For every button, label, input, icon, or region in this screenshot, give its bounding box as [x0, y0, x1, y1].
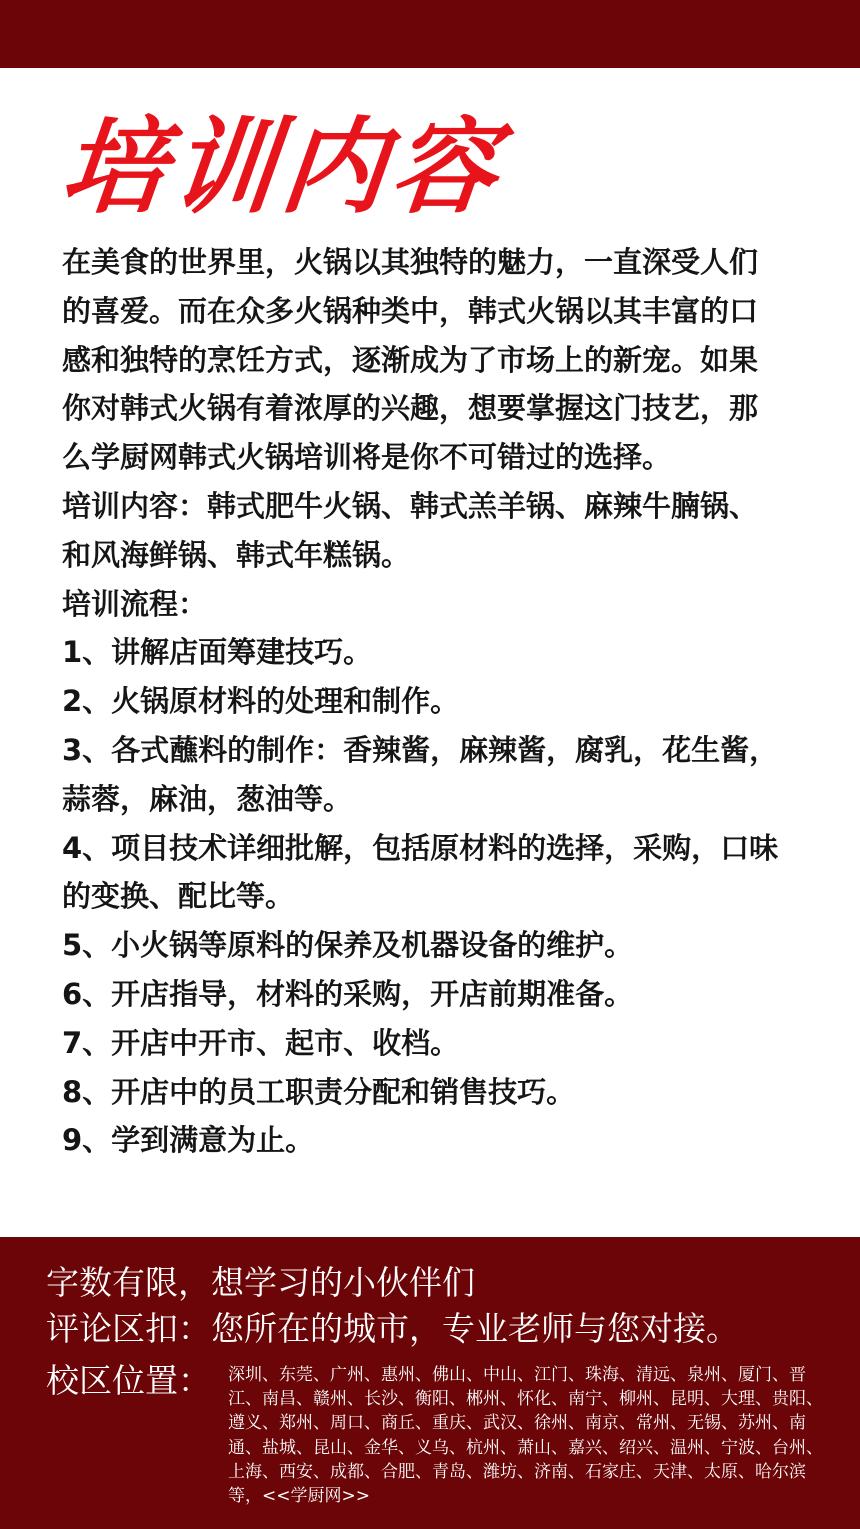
process-step: 3、各式蘸料的制作：香辣酱，麻辣酱，腐乳，花生酱，蒜蓉，麻油，葱油等。: [62, 732, 779, 816]
page-title: 培训内容: [55, 106, 509, 228]
footer-invite-text: 字数有限，想学习的小伙伴们: [46, 1263, 475, 1302]
process-step: 2、火锅原材料的处理和制作。: [62, 684, 460, 719]
process-step: 1、讲解店面筹建技巧。: [62, 635, 373, 670]
campus-label: 校区位置：: [46, 1361, 211, 1400]
training-content-line: 培训内容：韩式肥牛火锅、韩式羔羊锅、麻辣牛腩锅、和风海鲜锅、韩式年糕锅。: [62, 488, 759, 572]
article-body: [62, 238, 782, 1165]
campus-list: 深圳、东莞、广州、惠州、佛山、中山、江门、珠海、清远、泉州、厦门、晋江、南昌、赣州、长沙、衡阳、郴州、怀化、南宁、柳州、昆明、大理、贵阳、遵义、郑州、周口、商丘、重庆、武汉、徐州、南京、常州、无锡、苏州、南通、盐城、昆山、金华、义乌、杭州、萧山、嘉兴、绍兴、温州、宁波、台州、上海、西安、成都、合肥、青岛、潍坊、济南、石家庄、天津、太原、哈尔滨等，<<学厨网>>: [228, 1365, 823, 1507]
footer-comment-text: 评论区扣：您所在的城市，专业老师与您对接。: [46, 1309, 739, 1348]
process-step: 4、项目技术详细批解，包括原材料的选择，采购，口味的变换、配比等。: [62, 830, 779, 914]
top-banner: [0, 0, 860, 68]
process-step: 6、开店指导，材料的采购，开店前期准备。: [62, 976, 634, 1011]
process-step: 9、学到满意为止。: [62, 1123, 315, 1158]
process-step: 7、开店中开市、起市、收档。: [62, 1025, 460, 1060]
intro-paragraph: 在美食的世界里，火锅以其独特的魅力，一直深受人们的喜爱。而在众多火锅种类中，韩式火锅以其丰富的口感和独特的烹饪方式，逐渐成为了市场上的新宠。如果你对韩式火锅有着浓厚的兴趣，想要掌握这门技艺，那么学厨网韩式火锅培训将是你不可错过的选择。: [62, 245, 759, 475]
process-step: 5、小火锅等原料的保养及机器设备的维护。: [62, 928, 634, 963]
footer-banner: [0, 1237, 860, 1529]
process-heading: 培训流程：: [62, 586, 208, 621]
process-step: 8、开店中的员工职责分配和销售技巧。: [62, 1074, 576, 1109]
